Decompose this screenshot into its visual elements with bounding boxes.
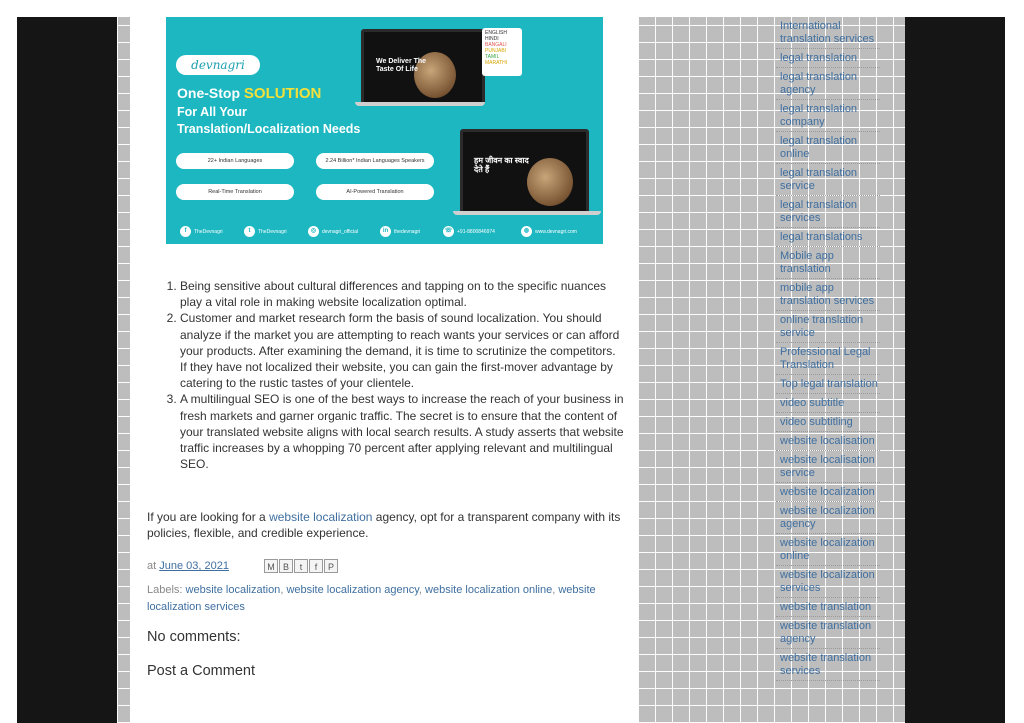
language-item: BANGALI bbox=[485, 42, 507, 48]
sidebar-labels-list bbox=[776, 17, 880, 681]
globe-icon: ◍ bbox=[521, 226, 532, 237]
language-item: ENGLISH bbox=[485, 30, 507, 36]
twitter-share-icon[interactable]: t bbox=[294, 559, 308, 573]
sidebar-link[interactable]: website translation bbox=[780, 601, 872, 613]
sidebar-link[interactable]: website localization online bbox=[780, 537, 875, 562]
language-list bbox=[482, 28, 522, 76]
sidebar-item bbox=[776, 394, 880, 413]
sidebar-item bbox=[776, 49, 880, 68]
sidebar-item bbox=[776, 228, 880, 247]
whatsapp-icon: ☏ bbox=[443, 226, 454, 237]
post-labels: Labels: website localization, website localization agency, website localization online, website localization services bbox=[147, 584, 596, 613]
grid-border-left bbox=[117, 17, 130, 723]
banner-phone: ☏ +91-8800846974 bbox=[443, 226, 495, 237]
label-link[interactable]: website localization agency bbox=[286, 584, 419, 596]
sidebar-item bbox=[776, 311, 880, 343]
sidebar-item bbox=[776, 132, 880, 164]
sidebar-link[interactable]: legal translation service bbox=[780, 167, 858, 192]
feature-pill: 22+ Indian Languages bbox=[176, 153, 294, 169]
language-item: MARATHI bbox=[485, 60, 508, 66]
sidebar-item bbox=[776, 196, 880, 228]
banner-twitter: t TheDevnagri bbox=[244, 226, 287, 237]
website-localization-link[interactable]: website localization bbox=[269, 510, 373, 524]
feature-pill: Real-Time Translation bbox=[176, 184, 294, 200]
banner-headline: One-Stop SOLUTION bbox=[177, 85, 322, 102]
sidebar-item bbox=[776, 68, 880, 100]
sidebar-item bbox=[776, 432, 880, 451]
screen-headline: We Deliver The Taste Of Life bbox=[376, 58, 427, 73]
sidebar-item bbox=[776, 413, 880, 432]
sidebar-link[interactable]: International translation services bbox=[780, 20, 875, 45]
post-comment-heading: Post a Comment bbox=[147, 663, 255, 679]
language-item: TAMIL bbox=[485, 54, 500, 60]
sidebar-link[interactable]: legal translation company bbox=[780, 103, 858, 128]
list-item: 2. Customer and market research form the basis of sound localization. You should analyze if the market you are attempting to reach wants your services or can afford your products. After examining the demand, it is time to scrutinize the competitors. If they have not localized their website, you can gain the first-mover advantage by catering to the rustic tastes of your clientele. bbox=[180, 310, 625, 391]
banner-instagram: ◎ devnagri_official bbox=[308, 226, 358, 237]
sidebar-link[interactable]: legal translations bbox=[780, 231, 863, 243]
list-item: 1. Being sensitive about cultural differences and tapping on to the specific nuances play a vital role in making website localization optimal. bbox=[180, 278, 625, 310]
banner-facebook: f TheDevnagri bbox=[180, 226, 223, 237]
list-item: 3. A multilingual SEO is one of the best ways to increase the reach of your business in fresh markets and garner organic traffic. The secret is to ensure that the content of your translated website aligns with local search results. A study asserts that website traffic increases by a whopping 70 percent after applying relevant and multilingual SEO. bbox=[180, 391, 625, 472]
sidebar-item bbox=[776, 534, 880, 566]
sidebar-link[interactable]: legal translation agency bbox=[780, 71, 858, 96]
page-background-left bbox=[17, 17, 117, 723]
laptop-base bbox=[453, 211, 601, 215]
closing-paragraph: If you are looking for a website localization agency, opt for a transparent company with its policies, flexible, and credible experience. bbox=[147, 510, 621, 541]
facebook-share-icon[interactable]: f bbox=[309, 559, 323, 573]
facebook-icon: f bbox=[180, 226, 191, 237]
email-share-icon[interactable]: M bbox=[264, 559, 278, 573]
sidebar-item bbox=[776, 343, 880, 375]
sidebar-link[interactable]: Professional Legal Translation bbox=[780, 346, 871, 371]
sidebar-item bbox=[776, 451, 880, 483]
banner-subheadline: For All Your Translation/Localization Needs bbox=[177, 105, 361, 136]
twitter-icon: t bbox=[244, 226, 255, 237]
page-background-right bbox=[905, 17, 1005, 723]
sidebar-item bbox=[776, 279, 880, 311]
share-buttons bbox=[264, 559, 338, 573]
sidebar-item bbox=[776, 502, 880, 534]
sidebar-item bbox=[776, 375, 880, 394]
sidebar-link[interactable]: website translation services bbox=[780, 652, 872, 677]
banner-website: ◍ www.devnagri.com bbox=[521, 226, 577, 237]
feature-pill: AI-Powered Translation bbox=[316, 184, 434, 200]
sidebar-link[interactable]: Mobile app translation bbox=[780, 250, 834, 275]
sidebar-link[interactable]: website localisation bbox=[780, 435, 875, 447]
banner-linkedin: in thedevnagri bbox=[380, 226, 420, 237]
language-item: PUNJABI bbox=[485, 48, 507, 54]
label-link[interactable]: website localization services bbox=[147, 584, 596, 613]
sidebar-item bbox=[776, 483, 880, 502]
devnagri-logo: devnagri bbox=[176, 55, 260, 75]
sidebar-item bbox=[776, 100, 880, 132]
post-timestamp: at June 03, 2021 bbox=[147, 560, 229, 572]
sidebar-link[interactable]: video subtitle bbox=[780, 397, 845, 409]
label-link[interactable]: website localization bbox=[185, 584, 281, 596]
sidebar-item bbox=[776, 566, 880, 598]
label-link[interactable]: website localization online bbox=[425, 584, 553, 596]
sidebar-link[interactable]: website translation agency bbox=[780, 620, 872, 645]
sidebar-link[interactable]: online translation service bbox=[780, 314, 864, 339]
language-item: HINDI bbox=[485, 36, 499, 42]
sidebar-link[interactable]: website localisation service bbox=[780, 454, 875, 479]
sidebar-item bbox=[776, 17, 880, 49]
sidebar-link[interactable]: legal translation online bbox=[780, 135, 858, 160]
laptop-base bbox=[355, 102, 485, 106]
sidebar-link[interactable]: video subtitling bbox=[780, 416, 853, 428]
sidebar-item bbox=[776, 598, 880, 617]
sidebar-item bbox=[776, 164, 880, 196]
article-points-list bbox=[147, 278, 625, 472]
sidebar-link[interactable]: legal translation services bbox=[780, 199, 858, 224]
feature-pill: 2.24 Billion* Indian Languages Speakers bbox=[316, 153, 434, 169]
sidebar-link[interactable]: website localization bbox=[780, 486, 875, 498]
sidebar-link[interactable]: website localization services bbox=[780, 569, 875, 594]
sidebar-link[interactable]: website localization agency bbox=[780, 505, 875, 530]
pinterest-share-icon[interactable]: P bbox=[324, 559, 338, 573]
sidebar-item bbox=[776, 617, 880, 649]
blogger-share-icon[interactable]: B bbox=[279, 559, 293, 573]
sidebar-item bbox=[776, 649, 880, 681]
comments-heading: No comments: bbox=[147, 629, 241, 645]
sidebar-link[interactable]: legal translation bbox=[780, 52, 858, 64]
linkedin-icon: in bbox=[380, 226, 391, 237]
sidebar-link[interactable]: mobile app translation services bbox=[780, 282, 875, 307]
post-date-link[interactable]: June 03, 2021 bbox=[159, 560, 229, 572]
sidebar-link[interactable]: Top legal translation bbox=[780, 378, 878, 390]
screen-headline: हम जीवन का स्वाद देते हैं bbox=[474, 156, 529, 174]
instagram-icon: ◎ bbox=[308, 226, 319, 237]
sidebar-item bbox=[776, 247, 880, 279]
